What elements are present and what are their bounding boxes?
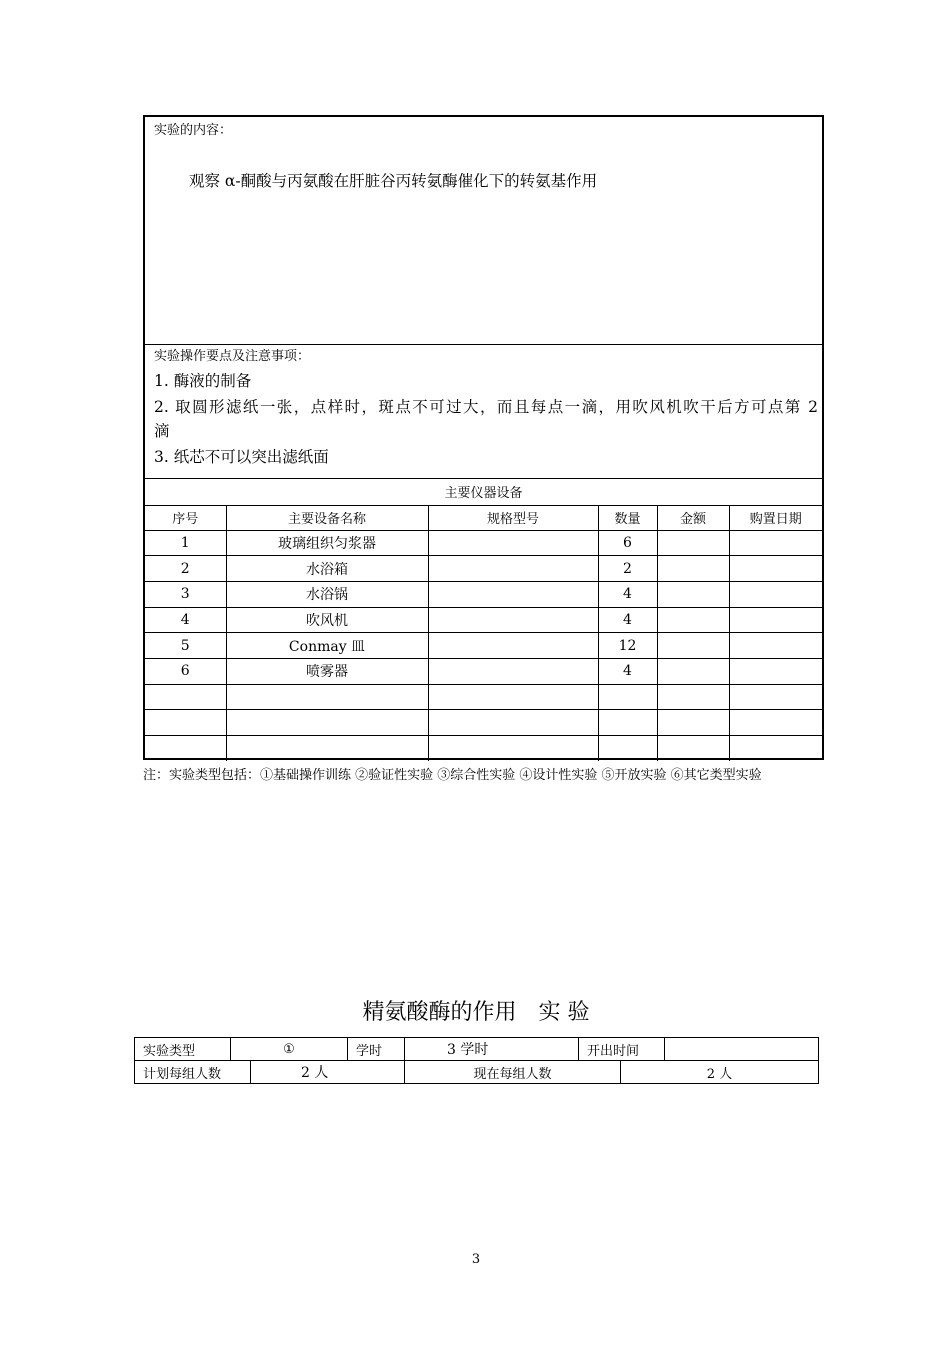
now-value: 2 人 xyxy=(621,1061,819,1084)
equipment-cell: 玻璃组织匀浆器 xyxy=(226,530,428,556)
equipment-row xyxy=(145,530,822,556)
hours-value: 3 学时 xyxy=(405,1038,579,1061)
equipment-cell xyxy=(598,684,657,710)
equipment-cell: 喷雾器 xyxy=(226,658,428,684)
equipment-cell xyxy=(729,710,822,736)
equipment-cell xyxy=(729,684,822,710)
equipment-cell xyxy=(428,710,598,736)
equipment-header-cell: 购置日期 xyxy=(729,505,822,530)
equipment-row xyxy=(145,633,822,659)
equipment-cell xyxy=(428,581,598,607)
page-number: 3 xyxy=(471,1252,481,1267)
equipment-cell: 4 xyxy=(598,581,657,607)
equipment-cell: 4 xyxy=(598,607,657,633)
equipment-cell xyxy=(428,607,598,633)
equipment-cell xyxy=(729,658,822,684)
equipment-cell xyxy=(428,658,598,684)
type-label: 实验类型 xyxy=(135,1038,231,1061)
equipment-cell xyxy=(729,736,822,762)
equipment-cell: 5 xyxy=(145,633,226,659)
equipment-cell xyxy=(657,530,729,556)
equipment-cell: 2 xyxy=(145,556,226,582)
content-label: 实验的内容： xyxy=(154,123,233,138)
plan-value: 2 人 xyxy=(251,1061,405,1084)
equipment-cell xyxy=(226,684,428,710)
info-table-row2 xyxy=(134,1060,819,1084)
equipment-cell xyxy=(729,581,822,607)
equipment-cell xyxy=(226,710,428,736)
equipment-cell xyxy=(729,530,822,556)
now-label: 现在每组人数 xyxy=(405,1061,621,1084)
equipment-cell: 3 xyxy=(145,581,226,607)
equipment-cell xyxy=(729,556,822,582)
equipment-cell: 6 xyxy=(598,530,657,556)
equipment-cell: 4 xyxy=(598,658,657,684)
equipment-cell xyxy=(657,581,729,607)
plan-label: 计划每组人数 xyxy=(135,1061,251,1084)
equipment-cell xyxy=(145,736,226,762)
equipment-cell: 12 xyxy=(598,633,657,659)
operation-item: 3. 纸芯不可以突出滤纸面 xyxy=(154,448,329,466)
equipment-cell xyxy=(657,710,729,736)
equipment-cell: 水浴锅 xyxy=(226,581,428,607)
equipment-cell xyxy=(729,633,822,659)
equipment-row xyxy=(145,581,822,607)
info-table-row1 xyxy=(134,1037,819,1061)
operation-section xyxy=(145,345,822,479)
experiment-form-frame xyxy=(143,115,824,760)
equipment-header-cell: 序号 xyxy=(145,505,226,530)
operation-item xyxy=(154,395,818,419)
equipment-row xyxy=(145,710,822,736)
equipment-cell: 1 xyxy=(145,530,226,556)
equipment-header-cell: 规格型号 xyxy=(428,505,598,530)
equipment-cell xyxy=(428,736,598,762)
equipment-cell: 水浴箱 xyxy=(226,556,428,582)
equipment-cell xyxy=(145,710,226,736)
equipment-cell: 4 xyxy=(145,607,226,633)
equipment-cell xyxy=(145,684,226,710)
equipment-cell: 6 xyxy=(145,658,226,684)
equipment-title: 主要仪器设备 xyxy=(145,479,822,505)
equipment-cell: Conmay 皿 xyxy=(226,633,428,659)
equipment-row xyxy=(145,736,822,762)
equipment-cell xyxy=(657,736,729,762)
open-time-value xyxy=(665,1038,819,1061)
type-value: ① xyxy=(231,1038,348,1061)
equipment-cell xyxy=(729,607,822,633)
equipment-cell: 吹风机 xyxy=(226,607,428,633)
equipment-cell: 2 xyxy=(598,556,657,582)
equipment-row xyxy=(145,684,822,710)
note-text: 注：实验类型包括：①基础操作训练 ②验证性实验 ③综合性实验 ④设计性实验 ⑤开放实验 ⑥其它类型实验 xyxy=(143,768,762,783)
equipment-table xyxy=(145,479,822,761)
next-experiment-title: 精氨酸酶的作用 实 验 xyxy=(362,1000,590,1025)
equipment-cell xyxy=(428,633,598,659)
equipment-cell xyxy=(598,736,657,762)
operation-item: 1. 酶液的制备 xyxy=(154,372,252,390)
equipment-header-cell: 数量 xyxy=(598,505,657,530)
equipment-cell xyxy=(657,684,729,710)
equipment-header-cell: 主要设备名称 xyxy=(226,505,428,530)
equipment-header-cell: 金额 xyxy=(657,505,729,530)
equipment-row xyxy=(145,556,822,582)
equipment-cell xyxy=(657,556,729,582)
equipment-cell xyxy=(226,736,428,762)
equipment-cell xyxy=(428,556,598,582)
hours-label: 学时 xyxy=(348,1038,405,1061)
content-text: 观察 α-酮酸与丙氨酸在肝脏谷丙转氨酶催化下的转氨基作用 xyxy=(189,172,598,190)
equipment-cell xyxy=(657,658,729,684)
operation-item-line1: 2. 取圆形滤纸一张，点样时，斑点不可过大，而且每点一滴，用吹风机吹干后方可点第 2 xyxy=(154,398,818,416)
equipment-row xyxy=(145,607,822,633)
operation-item-wrap: 滴 xyxy=(154,422,170,440)
equipment-cell xyxy=(657,633,729,659)
operation-label: 实验操作要点及注意事项： xyxy=(154,349,311,364)
equipment-cell xyxy=(428,530,598,556)
open-time-label: 开出时间 xyxy=(579,1038,665,1061)
equipment-cell xyxy=(598,710,657,736)
equipment-cell xyxy=(428,684,598,710)
equipment-row xyxy=(145,658,822,684)
equipment-cell xyxy=(657,607,729,633)
content-section xyxy=(145,117,822,345)
